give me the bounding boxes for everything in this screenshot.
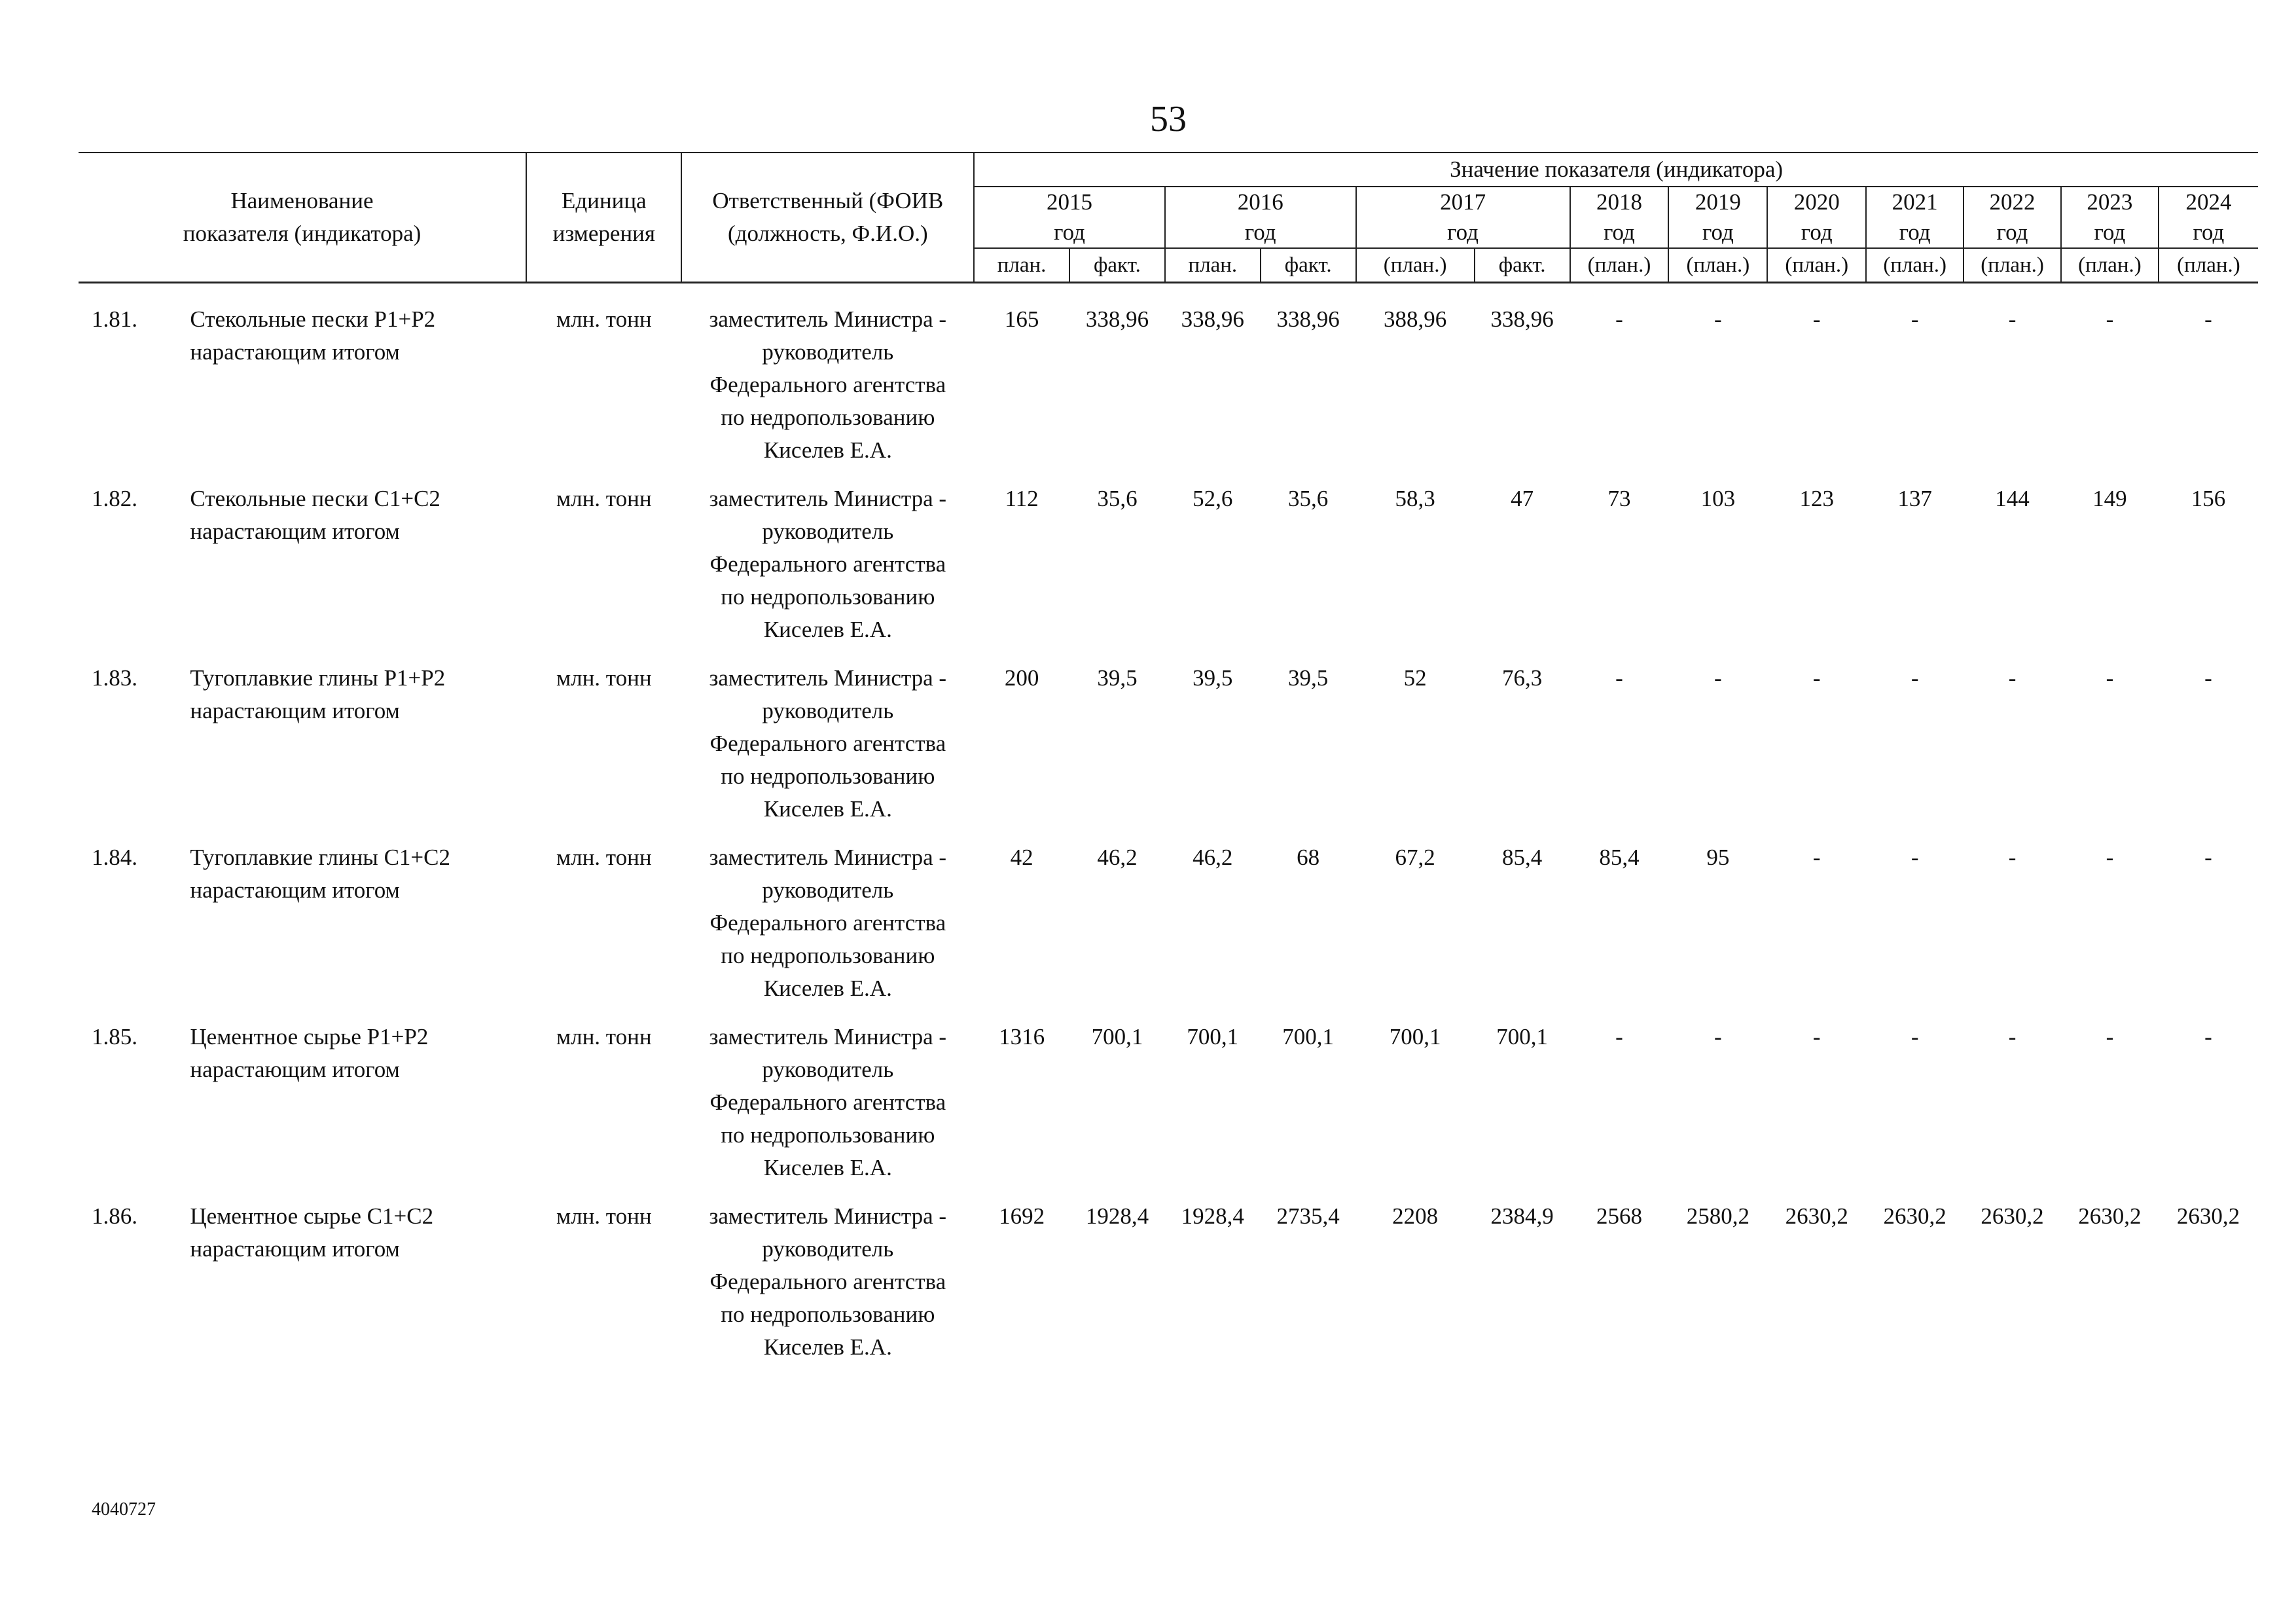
- value-cell: 2580,2: [1686, 1203, 1749, 1229]
- value-cell: 46,2: [1193, 845, 1233, 870]
- responsible-line: заместитель Министра -: [709, 665, 947, 691]
- header-year-label: 2019: [1695, 189, 1741, 215]
- header-unit: [526, 153, 681, 283]
- responsible-line: руководитель: [762, 339, 894, 365]
- responsible-line: Киселев Е.А.: [763, 796, 892, 822]
- value-cell: -: [2106, 306, 2114, 332]
- value-cell: -: [1615, 306, 1623, 332]
- value-cell: 1928,4: [1085, 1203, 1149, 1229]
- header-year-suffix: год: [1604, 219, 1635, 245]
- value-cell: 35,6: [1288, 486, 1329, 511]
- value-cell: -: [2204, 306, 2212, 332]
- value-cell: 1928,4: [1181, 1203, 1244, 1229]
- header-year-suffix: год: [1996, 219, 2028, 245]
- responsible-line: Федерального агентства: [709, 910, 946, 936]
- responsible-line: руководитель: [762, 1057, 894, 1082]
- value-cell: 52,6: [1193, 486, 1233, 511]
- value-cell: 73: [1607, 486, 1631, 511]
- value-cell: 137: [1897, 486, 1932, 511]
- responsible-line: Киселев Е.А.: [763, 1334, 892, 1360]
- header-year-2017: [1356, 187, 1570, 248]
- unit-cell: млн. тонн: [556, 306, 652, 332]
- value-cell: -: [1812, 665, 1821, 691]
- value-cell: 1692: [999, 1203, 1045, 1229]
- value-cell: 338,96: [1490, 306, 1554, 332]
- value-cell: 52: [1403, 665, 1427, 691]
- value-cell: -: [1910, 1024, 1919, 1049]
- value-cell: 85,4: [1501, 845, 1543, 870]
- header-year-suffix: год: [1801, 219, 1833, 245]
- subheader-cell: факт.: [1475, 248, 1570, 283]
- table-row: [79, 1021, 2258, 1200]
- header-year-2020: [1767, 187, 1866, 248]
- value-cell: 2630,2: [1883, 1203, 1946, 1229]
- header-year-2024: [2159, 187, 2258, 248]
- value-cell: 95: [1706, 845, 1730, 870]
- value-cell: 338,96: [1085, 306, 1149, 332]
- subheader-cell: (план.): [1866, 248, 1964, 283]
- row-number: 1.82.: [92, 486, 137, 511]
- value-cell: 700,1: [1091, 1024, 1143, 1049]
- responsible-line: руководитель: [762, 877, 894, 903]
- value-cell: 338,96: [1276, 306, 1340, 332]
- header-year-label: 2016: [1237, 189, 1283, 215]
- unit-cell: млн. тонн: [556, 486, 652, 511]
- responsible-line: заместитель Министра -: [709, 1203, 947, 1229]
- value-cell: 2568: [1596, 1203, 1642, 1229]
- value-cell: 39,5: [1193, 665, 1233, 691]
- responsible-line: по недропользованию: [721, 405, 935, 430]
- indicator-name-text: Цементное сырье Р1+Р2 нарастающим итогом: [190, 1024, 429, 1082]
- value-cell: -: [1910, 665, 1919, 691]
- responsible-line: по недропользованию: [721, 763, 935, 789]
- value-cell: 1316: [999, 1024, 1045, 1049]
- value-cell: 2630,2: [2078, 1203, 2142, 1229]
- subheader-cell: факт.: [1069, 248, 1165, 283]
- header-year-2018: [1570, 187, 1669, 248]
- header-year-suffix: год: [1244, 219, 1276, 245]
- table-header: [79, 153, 2258, 283]
- unit-cell: млн. тонн: [556, 1203, 652, 1229]
- indicator-name-text: Стекольные пески С1+С2 нарастающим итогом: [190, 486, 440, 544]
- header-year-2023: [2061, 187, 2159, 248]
- header-year-suffix: год: [1702, 219, 1734, 245]
- header-year-label: 2015: [1047, 189, 1093, 215]
- value-cell: 76,3: [1501, 665, 1543, 691]
- responsible-cell: [681, 1200, 974, 1379]
- row-number: 1.84.: [92, 845, 137, 870]
- value-cell: 46,2: [1097, 845, 1138, 870]
- value-cell: 2630,2: [1981, 1203, 2044, 1229]
- header-year-label: 2024: [2185, 189, 2232, 215]
- value-cell: 200: [1004, 665, 1039, 691]
- value-cell: 700,1: [1282, 1024, 1335, 1049]
- page-number: 53: [1150, 99, 1187, 139]
- value-cell: -: [2106, 1024, 2114, 1049]
- value-cell: 2630,2: [1785, 1203, 1848, 1229]
- header-year-2022: [1964, 187, 2061, 248]
- value-cell: -: [1714, 665, 1722, 691]
- indicator-name: [124, 841, 526, 1021]
- header-indicator-name-text: Наименование показателя (индикатора): [183, 188, 422, 246]
- value-cell: 39,5: [1288, 665, 1329, 691]
- value-cell: 2735,4: [1276, 1203, 1340, 1229]
- value-cell: 149: [2092, 486, 2127, 511]
- value-cell: 35,6: [1097, 486, 1138, 511]
- value-cell: 85,4: [1599, 845, 1640, 870]
- responsible-cell: [681, 841, 974, 1021]
- value-cell: -: [2008, 845, 2017, 870]
- value-cell: -: [1714, 1024, 1722, 1049]
- header-year-label: 2020: [1793, 189, 1840, 215]
- indicator-name: [124, 662, 526, 841]
- value-cell: 2630,2: [2176, 1203, 2240, 1229]
- indicator-table-container: [79, 152, 2258, 1379]
- responsible-line: по недропользованию: [721, 1302, 935, 1327]
- responsible-line: Федерального агентства: [709, 372, 946, 397]
- indicator-name: [124, 483, 526, 662]
- subheader-cell: (план.): [1964, 248, 2061, 283]
- responsible-line: Киселев Е.А.: [763, 976, 892, 1001]
- header-responsible: [681, 153, 974, 283]
- row-number: 1.86.: [92, 1203, 137, 1229]
- header-year-label: 2018: [1596, 189, 1642, 215]
- row-number: 1.81.: [92, 306, 137, 332]
- indicator-name: [124, 303, 526, 483]
- value-cell: -: [1910, 845, 1919, 870]
- indicator-name: [124, 1200, 526, 1379]
- value-cell: 67,2: [1395, 845, 1435, 870]
- value-cell: -: [2204, 845, 2212, 870]
- indicator-name-text: Стекольные пески Р1+Р2 нарастающим итогом: [190, 306, 436, 365]
- responsible-line: Федерального агентства: [709, 551, 946, 577]
- value-cell: 112: [1005, 486, 1039, 511]
- header-year-suffix: год: [1054, 219, 1085, 245]
- document-code: 4040727: [92, 1499, 156, 1520]
- table-row: [79, 1200, 2258, 1379]
- subheader-cell: (план.): [1570, 248, 1669, 283]
- value-cell: 103: [1700, 486, 1736, 511]
- header-year-suffix: год: [1447, 219, 1479, 245]
- value-cell: 42: [1010, 845, 1033, 870]
- table-body: [79, 283, 2258, 1380]
- value-cell: 388,96: [1384, 306, 1447, 332]
- responsible-line: Федерального агентства: [709, 731, 946, 756]
- value-cell: 39,5: [1097, 665, 1138, 691]
- value-cell: -: [2106, 665, 2114, 691]
- responsible-cell: [681, 303, 974, 483]
- header-unit-text: Единица измерения: [552, 188, 655, 246]
- header-indicator-name: [79, 153, 526, 283]
- value-cell: 338,96: [1181, 306, 1244, 332]
- responsible-line: Федерального агентства: [709, 1269, 946, 1294]
- header-year-2021: [1866, 187, 1964, 248]
- responsible-line: руководитель: [762, 1236, 894, 1262]
- header-year-suffix: год: [2094, 219, 2126, 245]
- value-cell: 58,3: [1395, 486, 1435, 511]
- responsible-line: по недропользованию: [721, 1122, 935, 1148]
- value-cell: -: [1812, 306, 1821, 332]
- value-cell: -: [1812, 845, 1821, 870]
- responsible-line: по недропользованию: [721, 584, 935, 610]
- responsible-cell: [681, 662, 974, 841]
- value-cell: -: [1615, 1024, 1623, 1049]
- header-year-label: 2022: [1989, 189, 2036, 215]
- value-cell: -: [2008, 665, 2017, 691]
- value-cell: 144: [1995, 486, 2030, 511]
- value-cell: 2208: [1392, 1203, 1439, 1229]
- table-row: [79, 483, 2258, 662]
- subheader-cell: (план.): [2159, 248, 2258, 283]
- unit-cell: млн. тонн: [556, 845, 652, 870]
- responsible-line: заместитель Министра -: [709, 1024, 947, 1049]
- value-cell: 165: [1004, 306, 1039, 332]
- value-cell: 156: [2191, 486, 2226, 511]
- header-year-2015: [974, 187, 1165, 248]
- responsible-line: Киселев Е.А.: [763, 437, 892, 463]
- responsible-line: заместитель Министра -: [709, 486, 947, 511]
- value-cell: -: [2008, 1024, 2017, 1049]
- indicator-table: [79, 152, 2258, 1379]
- value-cell: 700,1: [1389, 1024, 1441, 1049]
- value-cell: 123: [1799, 486, 1834, 511]
- indicator-name: [124, 1021, 526, 1200]
- table-row: [79, 303, 2258, 483]
- responsible-line: заместитель Министра -: [709, 845, 947, 870]
- responsible-line: руководитель: [762, 698, 894, 723]
- responsible-cell: [681, 483, 974, 662]
- header-year-label: 2021: [1892, 189, 1938, 215]
- responsible-line: заместитель Министра -: [709, 306, 947, 332]
- value-cell: -: [2204, 1024, 2212, 1049]
- subheader-cell: план.: [1165, 248, 1261, 283]
- indicator-name-text: Тугоплавкие глины Р1+Р2 нарастающим итогом: [190, 665, 446, 723]
- value-cell: 2384,9: [1490, 1203, 1554, 1229]
- row-number: 1.85.: [92, 1024, 137, 1049]
- responsible-line: Федерального агентства: [709, 1089, 946, 1115]
- header-year-suffix: год: [1899, 219, 1931, 245]
- value-cell: -: [2106, 845, 2114, 870]
- header-value-group: Значение показателя (индикатора): [974, 153, 2258, 187]
- indicator-name-text: Тугоплавкие глины С1+С2 нарастающим итогом: [190, 845, 451, 903]
- table-row: [79, 841, 2258, 1021]
- value-cell: 700,1: [1496, 1024, 1548, 1049]
- responsible-line: руководитель: [762, 519, 894, 544]
- header-responsible-line2: (должность, Ф.И.О.): [727, 221, 928, 246]
- value-cell: -: [1615, 665, 1623, 691]
- subheader-cell: факт.: [1261, 248, 1356, 283]
- header-responsible-line1: Ответственный (ФОИВ: [712, 188, 944, 213]
- value-cell: 700,1: [1187, 1024, 1239, 1049]
- header-year-suffix: год: [2193, 219, 2225, 245]
- value-cell: 47: [1511, 486, 1534, 511]
- subheader-cell: план.: [974, 248, 1069, 283]
- row-number: 1.83.: [92, 665, 137, 691]
- value-cell: -: [1812, 1024, 1821, 1049]
- value-cell: -: [1714, 306, 1722, 332]
- subheader-cell: (план.): [1356, 248, 1475, 283]
- header-year-label: 2023: [2087, 189, 2133, 215]
- subheader-cell: (план.): [1767, 248, 1866, 283]
- responsible-line: Киселев Е.А.: [763, 1155, 892, 1180]
- unit-cell: млн. тонн: [556, 1024, 652, 1049]
- header-year-label: 2017: [1440, 189, 1486, 215]
- value-cell: -: [2204, 665, 2212, 691]
- responsible-cell: [681, 1021, 974, 1200]
- header-year-2019: [1668, 187, 1767, 248]
- value-cell: -: [2008, 306, 2017, 332]
- table-row: [79, 662, 2258, 841]
- unit-cell: млн. тонн: [556, 665, 652, 691]
- header-year-2016: [1165, 187, 1356, 248]
- subheader-cell: (план.): [1668, 248, 1767, 283]
- value-cell: 68: [1297, 845, 1320, 870]
- responsible-line: по недропользованию: [721, 943, 935, 968]
- subheader-cell: (план.): [2061, 248, 2159, 283]
- indicator-name-text: Цементное сырье С1+С2 нарастающим итогом: [190, 1203, 434, 1262]
- value-cell: -: [1910, 306, 1919, 332]
- responsible-line: Киселев Е.А.: [763, 617, 892, 642]
